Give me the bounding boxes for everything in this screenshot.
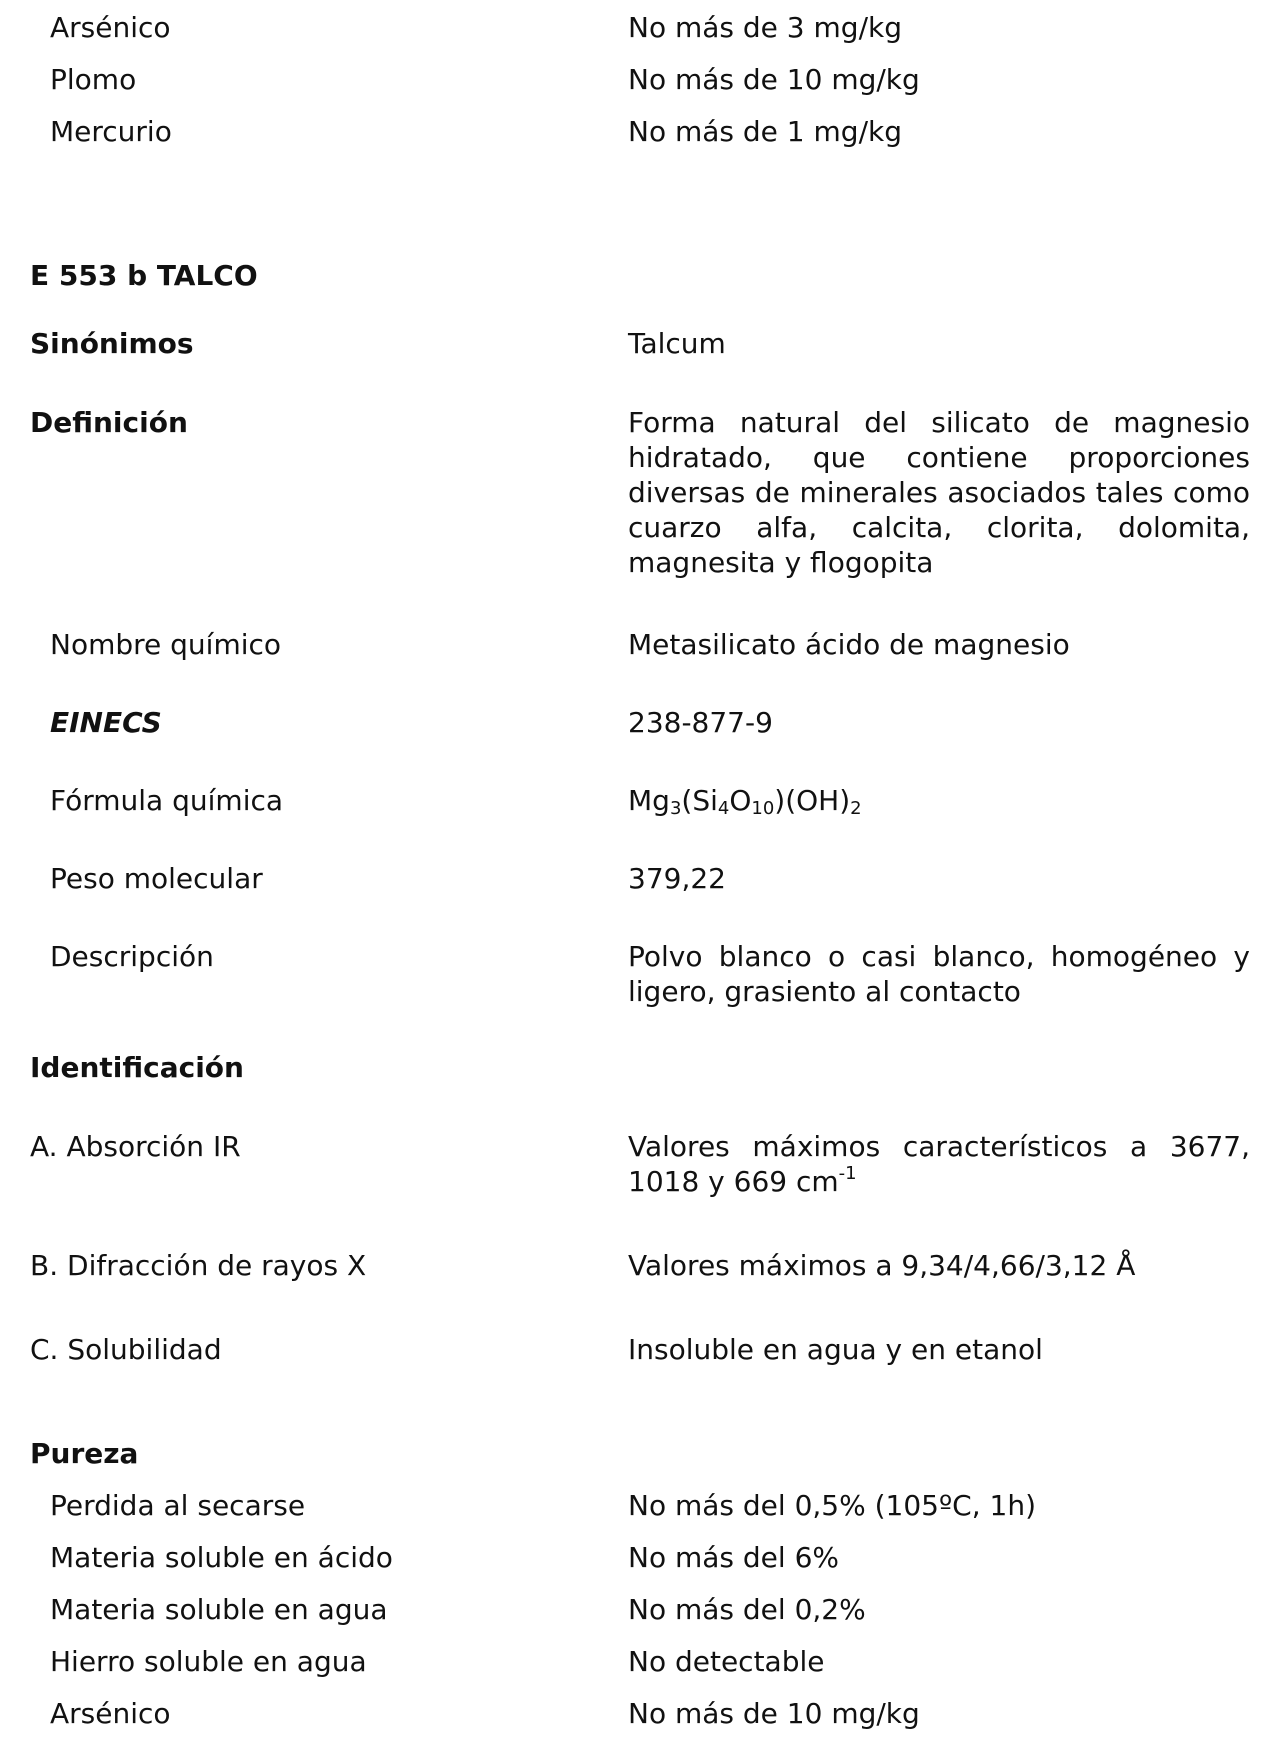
purity-label-iron: Hierro soluble en agua: [50, 1645, 367, 1678]
definition-value: Forma natural del silicato de magnesio hidratado, que contiene proporciones diversas de minerales asociados tales como cuarzo alfa, calcita, clorita, dolomita, magnesita y flogopita: [628, 406, 1250, 579]
solubility-label: C. Solubilidad: [30, 1333, 222, 1366]
chemical-name-label: Nombre químico: [50, 628, 282, 661]
definition-label: Definición: [30, 406, 188, 439]
xray-label: B. Difracción de rayos X: [30, 1249, 367, 1282]
formula-part: Mg: [628, 784, 670, 817]
synonyms-value: Talcum: [628, 327, 726, 360]
molecular-weight-value: 379,22: [628, 862, 726, 895]
purity-value-acid-soluble: No más del 6%: [628, 1541, 839, 1574]
description-value: Polvo blanco o casi blanco, homogéneo y ligero, grasiento al contacto: [628, 940, 1250, 1008]
formula-part: O: [729, 784, 752, 817]
formula-subscript: 2: [850, 798, 862, 819]
purity-heading: Pureza: [30, 1437, 139, 1470]
purity-label-water-soluble: Materia soluble en agua: [50, 1593, 388, 1626]
synonyms-label: Sinónimos: [30, 327, 194, 360]
formula-subscript: 4: [717, 798, 730, 819]
formula-subscript: 3: [669, 798, 682, 819]
chemical-name-value: Metasilicato ácido de magnesio: [628, 628, 1070, 661]
limit-value-mercury: No más de 1 mg/kg: [628, 115, 902, 148]
xray-value: Valores máximos a 9,34/4,66/3,12 Å: [628, 1249, 1136, 1282]
einecs-value: 238-877-9: [628, 706, 773, 739]
purity-label-acid-soluble: Materia soluble en ácido: [50, 1541, 393, 1574]
formula-subscript: 10: [751, 798, 775, 819]
purity-label-arsenic: Arsénico: [50, 1697, 171, 1730]
molecular-weight-label: Peso molecular: [50, 862, 263, 895]
ir-label: A. Absorción IR: [30, 1130, 241, 1163]
limit-value-arsenic: No más de 3 mg/kg: [628, 11, 902, 44]
formula-value: [628, 783, 862, 818]
ir-value-text: Valores máximos característicos a 3677, 1018 y 669 cm: [628, 1130, 1250, 1198]
limit-label-arsenic: Arsénico: [50, 11, 171, 44]
limit-label-mercury: Mercurio: [50, 115, 172, 148]
solubility-value: Insoluble en agua y en etanol: [628, 1333, 1043, 1366]
section-title: E 553 b TALCO: [30, 259, 258, 292]
purity-value-loss-on-drying: No más del 0,5% (105ºC, 1h): [628, 1489, 1037, 1522]
purity-value-iron: No detectable: [628, 1645, 825, 1678]
purity-label-loss-on-drying: Perdida al secarse: [50, 1489, 306, 1522]
identification-heading: Identificación: [30, 1051, 244, 1084]
formula-part: (Si: [681, 784, 718, 817]
ir-value: [628, 1129, 1250, 1199]
purity-value-arsenic: No más de 10 mg/kg: [628, 1697, 920, 1730]
einecs-label: EINECS: [50, 706, 162, 739]
limit-value-lead: No más de 10 mg/kg: [628, 63, 920, 96]
formula-part: )(OH): [774, 784, 851, 817]
description-label: Descripción: [50, 940, 214, 973]
purity-value-water-soluble: No más del 0,2%: [628, 1593, 866, 1626]
ir-unit-superscript: -1: [838, 1163, 857, 1184]
limit-label-lead: Plomo: [50, 63, 137, 96]
formula-label: Fórmula química: [50, 784, 284, 817]
